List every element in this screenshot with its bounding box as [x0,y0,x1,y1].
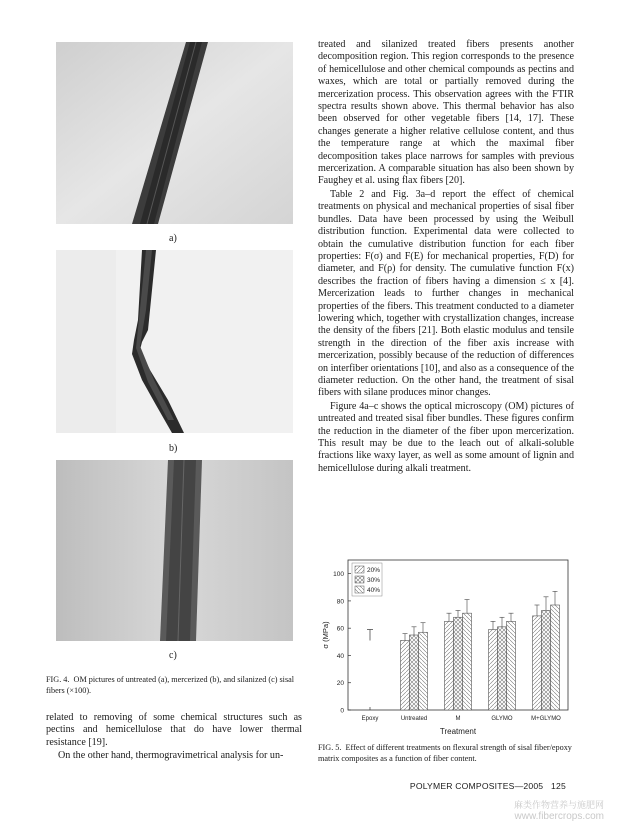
page-footer [410,781,566,791]
bar-40pct-untreated [419,632,428,710]
figure5-caption-text: Effect of different treatments on flexural strength of sisal fiber/epoxy matrix composites as a function of fiber content. [318,743,572,763]
figure4-panel-a-image [56,42,293,224]
figure5-caption-label: FIG. 5. [318,743,342,752]
left-paragraph-2: On the other hand, thermogravimetrical analysis for un- [58,750,284,762]
figure4-panel-c-image [56,460,293,641]
figure4-panel-c-label: c) [169,650,177,661]
right-paragraph-2: Table 2 and Fig. 3a–d report the effect of chemical treatments on physical and mechanical properties of sisal fiber bundles. Data have been processed by using the Weibull distribution function. Experimental data were collected to obtain the cumulative distribution function for each fiber properties: F(σ) and F(E) for mechanical properties, F(D) for diameter, and F(ρ) for density. The cumulative function F(x) describes the fraction of fibers having a dimension ≤ x [4]. Mercerization leads to further changes in mechanical properties of the fibers. This treatment conducted to a diameter lowering which, together with crystallization changes, increase the density of the fibers [21]. Both elastic modulus and tensile strength in the direction of the fiber axis increase with mercerization, possibly because of the reduction of differences on interfiber orientations [10], and also as a consequence of the diameter reduction. On the other hand, the treatment of sisal fibers with silane produces minor changes. [318,188,574,399]
bar-30pct-glymo [498,627,507,710]
watermark-line-2: www.fibercrops.com [514,811,604,822]
legend-label-2: 40% [367,587,381,594]
left-paragraph-1: related to removing of some chemical structures such as pectins and hemicellulose that do have lower thermal resistance [19]. [46,712,302,748]
figure4-panel-b-label: b) [169,443,178,454]
x-tick-label-1: Untreated [400,716,428,722]
page-number: 125 [551,781,566,791]
y-tick-label-1: 20 [336,680,344,688]
right-column-text [318,39,574,475]
bar-40pct-glymo [507,621,516,710]
x-axis-label: Treatment [439,727,477,736]
bar-20pct-glymo [489,630,498,710]
figure4-caption-text: OM pictures of untreated (a), mercerized (b), and silanized (c) sisal fibers (×100). [46,675,295,695]
legend-swatch-1 [355,576,364,583]
right-paragraph-1: treated and silanized treated fibers presents another decomposition region. This region corresponds to the presence of hemicellulose and other chemical compounds as pectins and waxes, which are total or partially removed during the mercerization process. This observation agrees with the FTIR spectra results shown above. This thermal behavior has also been observed for other vegetable fibers [14, 17]. These changes generate a higher relative cellulose content, and thus the temperature range at which the maximal fiber decomposition takes place narrows for samples with previous mercerization. A comparable situation has also been shown by Faughey et al. using flax fibers [20]. [318,39,574,187]
x-tick-label-4: M+GLYMO [531,716,561,722]
x-tick-label-0: Epoxy [361,716,379,722]
figure4-panel-a-label: a) [169,233,177,244]
bar-30pct-mglymo [542,610,551,710]
x-tick-label-3: GLYMO [491,716,513,722]
journal-name: POLYMER COMPOSITES—2005 [409,781,544,791]
figure5-chart [318,552,574,738]
watermark-line-1: 麻类作物营养与施肥网 [513,800,604,810]
y-tick-label-3: 60 [336,625,344,633]
bar-30pct-m [454,617,463,710]
figure4-caption-label: FIG. 4. [46,675,70,684]
legend-label-0: 20% [367,567,381,574]
bar-40pct-m [463,613,472,710]
bar-20pct-untreated [401,640,410,710]
figure5-caption [318,742,576,764]
bar-40pct-mglymo [551,605,560,710]
y-tick-label-5: 100 [333,571,344,579]
bar-20pct-mglymo [533,616,542,710]
legend-swatch-2 [355,586,364,593]
legend-label-1: 30% [367,577,381,584]
y-tick-label-0: 0 [340,707,344,715]
bar-20pct-m [445,621,454,710]
figure5-chart-svg [318,552,574,738]
left-column-text [46,712,302,763]
figure4-panel-b-image [56,250,293,433]
x-tick-label-2: M [455,716,461,722]
legend-swatch-0 [355,566,364,573]
right-paragraph-3: Figure 4a–c shows the optical microscopy (OM) pictures of untreated and treated sisal fiber bundles. These figures confirm the reduction in the diameter of the fiber upon mercerization. This result may be due to the leach out of alkali-soluble fractions like waxy layer, as well as some amount of lignin and hemicellulose during alkali treatment. [318,400,574,474]
y-tick-label-2: 40 [336,652,344,660]
y-tick-label-4: 80 [336,598,344,606]
figure4-caption [46,674,303,696]
bar-30pct-untreated [410,635,419,710]
y-axis-label: σ (MPa) [321,621,330,649]
